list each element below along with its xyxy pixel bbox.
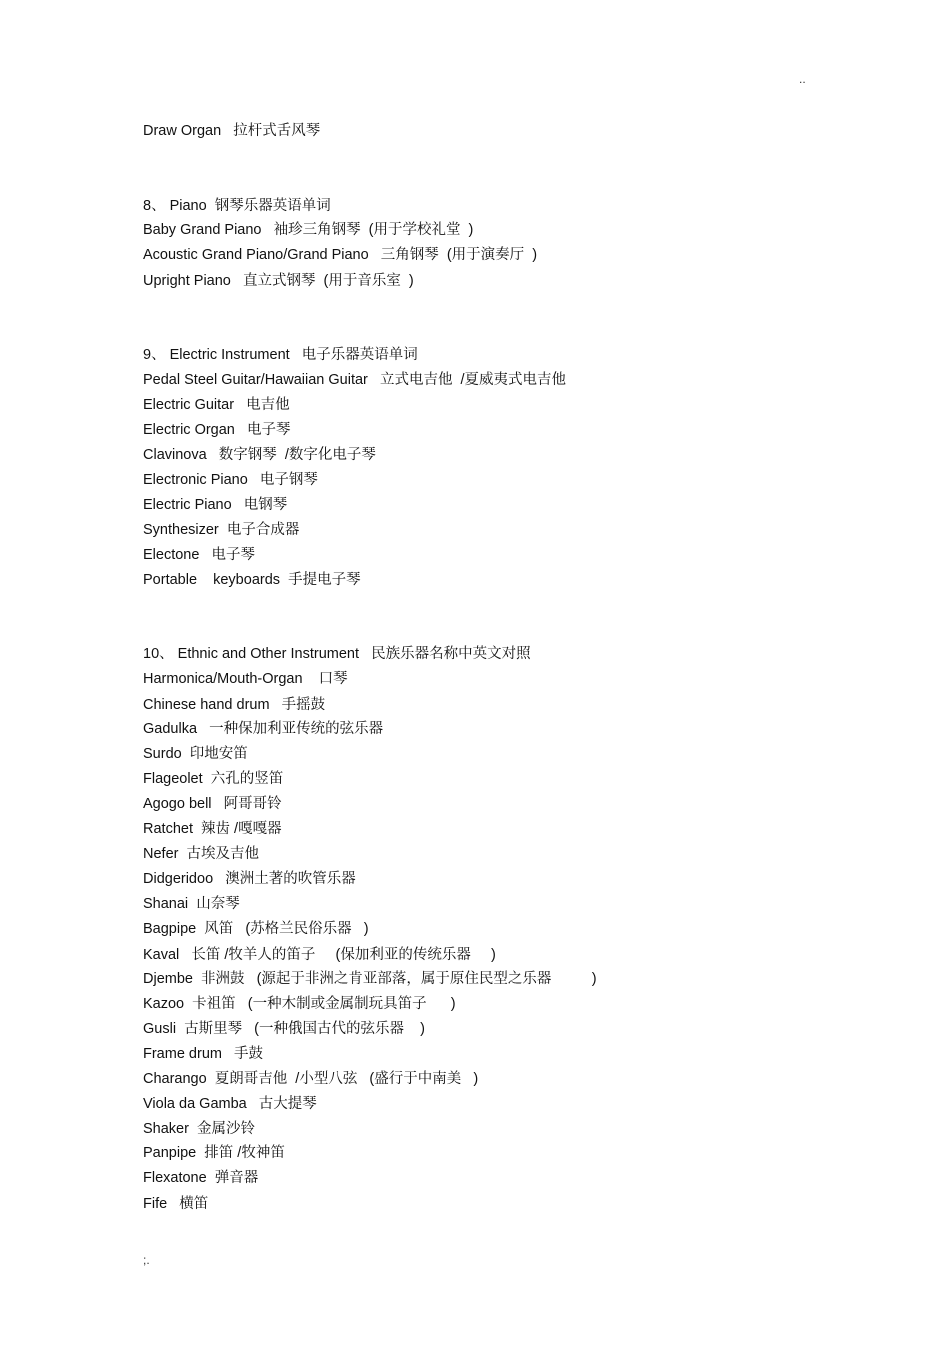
entry-upright-piano: Upright Piano 直立式钢琴 (用于音乐室 ): [143, 273, 414, 289]
entry-harmonica: Harmonica/Mouth-Organ 口琴: [143, 671, 348, 687]
entry-electric-organ: Electric Organ 电子琴: [143, 422, 291, 438]
entry-gadulka: Gadulka 一种保加利亚传统的弦乐器: [143, 721, 384, 737]
section-heading-ethnic: 10、 Ethnic and Other Instrument 民族乐器名称中英文对照: [143, 646, 531, 662]
entry-frame-drum: Frame drum 手鼓: [143, 1046, 264, 1062]
entry-flageolet: Flageolet 六孔的竖笛: [143, 771, 284, 787]
entry-panpipe: Panpipe 排笛 /牧神笛: [143, 1145, 285, 1161]
entry-didgeridoo: Didgeridoo 澳洲土著的吹管乐器: [143, 871, 356, 887]
entry-chinese-hand-drum: Chinese hand drum 手摇鼓: [143, 697, 326, 713]
entry-electone: Electone 电子琴: [143, 547, 256, 563]
entry-nefer: Nefer 古埃及吉他: [143, 846, 260, 862]
entry-portable-keyboards: Portable keyboards 手提电子琴: [143, 572, 361, 588]
entry-baby-grand-piano: Baby Grand Piano 袖珍三角钢琴 (用于学校礼堂 ): [143, 222, 474, 238]
entry-djembe: Djembe 非洲鼓 (源起于非洲之肯亚部落，属于原住民型之乐器 ): [143, 971, 597, 987]
section-heading-piano: 8、 Piano 钢琴乐器英语单词: [143, 198, 331, 214]
entry-ratchet: Ratchet 辣齿 /嘎嘎器: [143, 821, 282, 837]
entry-shanai: Shanai 山奈琴: [143, 896, 240, 912]
entry-electric-piano: Electric Piano 电钢琴: [143, 497, 288, 513]
entry-pedal-steel-guitar: Pedal Steel Guitar/Hawaiian Guitar 立式电吉他 /夏威夷式电吉他: [143, 372, 567, 388]
entry-clavinova: Clavinova 数字钢琴 /数字化电子琴: [143, 447, 376, 463]
entry-fife: Fife 横笛: [143, 1196, 209, 1212]
entry-synthesizer: Synthesizer 电子合成器: [143, 522, 300, 538]
entry-surdo: Surdo 印地安笛: [143, 746, 248, 762]
entry-flexatone: Flexatone 弹音器: [143, 1170, 259, 1186]
entry-agogo-bell: Agogo bell 阿哥哥铃: [143, 796, 282, 812]
entry-charango: Charango 夏朗哥吉他 /小型八弦 (盛行于中南美 ): [143, 1071, 479, 1087]
entry-kazoo: Kazoo 卡祖笛 (一种木制或金属制玩具笛子 ): [143, 996, 456, 1012]
entry-draw-organ: Draw Organ 拉杆式舌风琴: [143, 123, 321, 139]
entry-kaval: Kaval 长笛 /牧羊人的笛子 (保加利亚的传统乐器 ): [143, 947, 496, 963]
entry-shaker: Shaker 金属沙铃: [143, 1121, 255, 1137]
section-heading-electric: 9、 Electric Instrument 电子乐器英语单词: [143, 347, 418, 363]
entry-gusli: Gusli 古斯里琴 (一种俄国古代的弦乐器 ): [143, 1021, 425, 1037]
entry-electronic-piano: Electronic Piano 电子钢琴: [143, 472, 318, 488]
entry-bagpipe: Bagpipe 风笛 (苏格兰民俗乐器 ): [143, 921, 369, 937]
footer-mark: ;.: [143, 1253, 150, 1267]
header-mark: ..: [799, 72, 806, 86]
entry-viola-da-gamba: Viola da Gamba 古大提琴: [143, 1096, 317, 1112]
entry-acoustic-grand-piano: Acoustic Grand Piano/Grand Piano 三角钢琴 (用于演奏厅 ): [143, 247, 538, 263]
entry-electric-guitar: Electric Guitar 电吉他: [143, 397, 290, 413]
